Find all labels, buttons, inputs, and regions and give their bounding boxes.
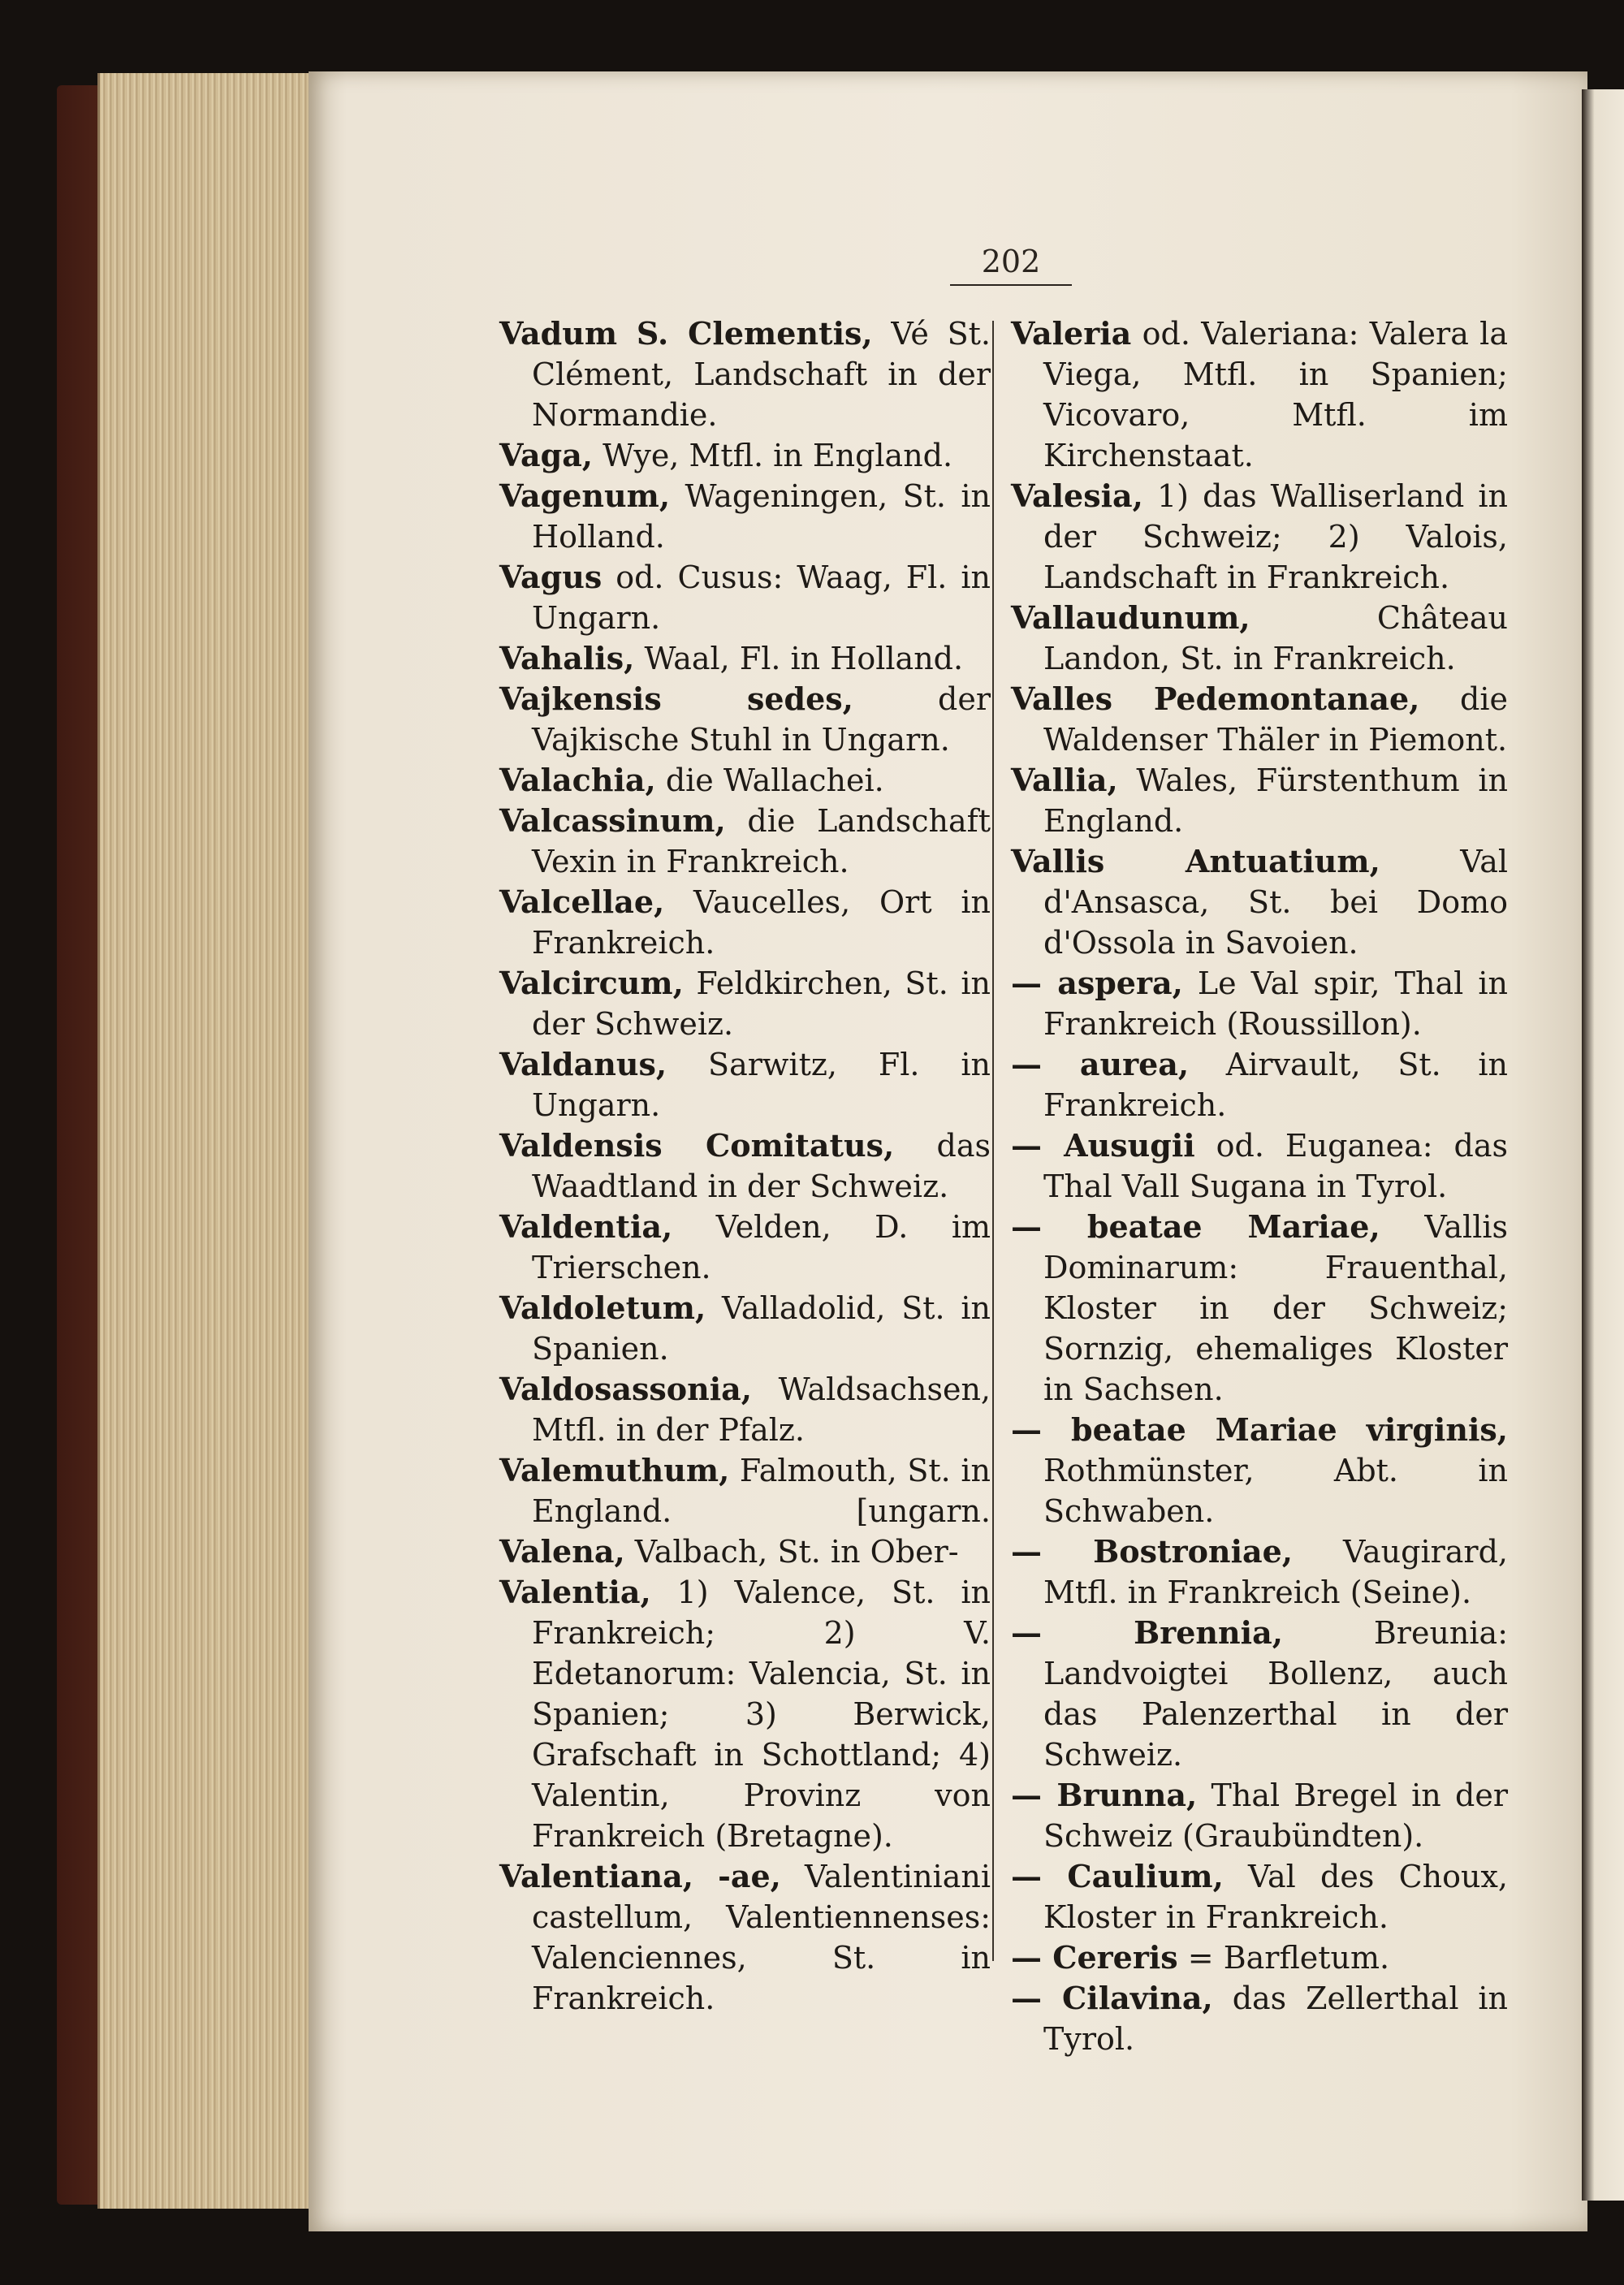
- entry-definition: der Vajkische Stuhl in Ungarn.: [532, 681, 991, 758]
- entry-definition: Le Val spir, Thal in Frankreich (Roussillon).: [1043, 965, 1508, 1042]
- dictionary-entry: [1011, 1978, 1508, 2059]
- dictionary-entry: [499, 801, 991, 882]
- entry-definition: Valladolid, St. in Spanien.: [532, 1290, 991, 1367]
- entry-definition: Airvault, St. in Frankreich.: [1043, 1047, 1509, 1123]
- entry-definition: Wye, Mtfl. in England.: [593, 438, 953, 473]
- entry-headword: Vallaudunum,: [1011, 599, 1250, 636]
- entry-headword: Valemuthum,: [499, 1452, 730, 1488]
- entry-definition: Thal Bregel in der Schweiz (Graubündten).: [1043, 1777, 1508, 1854]
- entry-headword: Valentia,: [499, 1574, 651, 1610]
- entry-headword: Valachia,: [499, 762, 656, 798]
- entry-definition: die Landschaft Vexin in Frankreich.: [532, 803, 991, 879]
- dictionary-entry: [1011, 313, 1508, 476]
- entry-headword: Vaga,: [499, 437, 594, 473]
- dictionary-entry: [499, 1288, 991, 1369]
- dictionary-entry: [1011, 1410, 1508, 1531]
- dictionary-entry: [1011, 1531, 1508, 1613]
- entry-continuation-note: [ungarn.: [856, 1493, 991, 1529]
- dictionary-entry: [499, 1207, 991, 1288]
- dictionary-entry: [1011, 1613, 1508, 1775]
- entry-headword: Valesia,: [1011, 477, 1143, 514]
- dictionary-entry: [1011, 476, 1508, 598]
- column-divider: [992, 321, 994, 1961]
- dictionary-entry: [499, 638, 991, 679]
- dictionary-entry: [1011, 679, 1508, 760]
- dictionary-entry: [499, 476, 991, 557]
- entry-definition: Wageningen, St. in Holland.: [532, 478, 991, 555]
- entry-definition: die Waldenser Thäler in Piemont.: [1043, 681, 1509, 758]
- entry-headword: — beatae Mariae,: [1011, 1208, 1380, 1245]
- entry-headword: — Ausugii: [1011, 1127, 1195, 1164]
- entry-headword: — Bostroniae,: [1011, 1533, 1294, 1570]
- entry-definition: Velden, D. im Trierschen.: [532, 1209, 991, 1285]
- entry-definition: Sarwitz, Fl. in Ungarn.: [532, 1047, 991, 1123]
- dictionary-entry: [499, 679, 991, 760]
- entry-definition: Waldsachsen, Mtfl. in der Pfalz.: [532, 1371, 991, 1448]
- entry-headword: — aspera,: [1011, 965, 1183, 1001]
- dictionary-entry: [499, 1125, 991, 1207]
- entry-headword: Valcircum,: [499, 965, 684, 1001]
- dictionary-entry: [499, 557, 991, 638]
- entry-headword: Valcellae,: [499, 883, 665, 920]
- entry-definition: Falmouth, St. in England.: [532, 1453, 991, 1529]
- entry-definition: das Waadtland in der Schweiz.: [532, 1128, 991, 1204]
- dictionary-entry: [1011, 1856, 1508, 1937]
- entry-headword: — aurea,: [1011, 1046, 1190, 1082]
- page-edges: [97, 73, 319, 2209]
- entry-definition: od. Valeriana: Valera la Viega, Mtfl. in Spanien; Vicovaro, Mtfl. im Kirchenstaat.: [1043, 316, 1508, 473]
- entry-definition: Vaugirard, Mtfl. in Frankreich (Seine).: [1043, 1534, 1508, 1610]
- entry-headword: — Caulium,: [1011, 1858, 1224, 1894]
- entry-definition: 1) das Walliserland in der Schweiz; 2) Valois, Landschaft in Frankreich.: [1043, 478, 1508, 595]
- entry-definition: Vallis Dominarum: Frauenthal, Kloster in der Schweiz; Sornzig, ehemaliges Kloster in Sachsen.: [1043, 1209, 1508, 1407]
- entry-headword: Vallia,: [1011, 762, 1118, 798]
- entry-definition: = Barfletum.: [1177, 1940, 1390, 1976]
- dictionary-entry: [1011, 963, 1508, 1044]
- entry-definition: Château Landon, St. in Frankreich.: [1043, 600, 1508, 676]
- entry-definition: Rothmünster, Abt. in Schwaben.: [1043, 1453, 1508, 1529]
- entry-headword: — beatae Mariae virginis,: [1011, 1411, 1508, 1448]
- dictionary-entry: [1011, 1775, 1508, 1856]
- entry-definition: od. Cusus: Waag, Fl. in Ungarn.: [532, 559, 991, 636]
- entry-headword: — Brunna,: [1011, 1777, 1198, 1813]
- entry-headword: Vagenum,: [499, 477, 671, 514]
- entry-headword: Valdensis Comitatus,: [499, 1127, 895, 1164]
- dictionary-entry: [499, 1572, 991, 1856]
- dictionary-entry: [1011, 760, 1508, 841]
- entry-definition: die Wallachei.: [655, 762, 884, 798]
- entry-definition: Waal, Fl. in Holland.: [634, 641, 964, 676]
- dictionary-entry: [499, 963, 991, 1044]
- entry-definition: Vé St. Clément, Landschaft in der Normandie.: [532, 316, 991, 433]
- entry-headword: Valeria: [1011, 315, 1132, 352]
- entry-definition: Valentiniani castellum, Valentiennenses: Valenciennes, St. in Frankreich.: [532, 1859, 991, 2016]
- entry-definition: Wales, Fürstenthum in England.: [1043, 762, 1508, 839]
- entry-headword: Valena,: [499, 1533, 625, 1570]
- entry-headword: Vagus: [499, 559, 603, 595]
- entry-headword: — Brennia,: [1011, 1614, 1283, 1651]
- entry-definition: Breunia: Landvoigtei Bollenz, auch das Palenzerthal in der Schweiz.: [1043, 1615, 1508, 1773]
- dictionary-entry: [499, 313, 991, 435]
- entry-definition: Vaucelles, Ort in Frankreich.: [532, 884, 991, 961]
- right-column: [1011, 313, 1508, 2059]
- entry-headword: — Cilavina,: [1011, 1980, 1213, 2016]
- entry-headword: Valdoletum,: [499, 1289, 706, 1326]
- entry-headword: Vallis Antuatium,: [1011, 843, 1380, 879]
- entry-headword: Valcassinum,: [499, 802, 726, 839]
- dictionary-entry: [499, 1044, 991, 1125]
- entry-headword: Vajkensis sedes,: [499, 680, 853, 717]
- dictionary-entry: [499, 1856, 991, 2019]
- entry-definition: Feldkirchen, St. in der Schweiz.: [532, 965, 991, 1042]
- entry-definition: Valbach, St. in Ober-: [624, 1534, 959, 1570]
- entry-definition: 1) Valence, St. in Frankreich; 2) V. Edetanorum: Valencia, St. in Spanien; 3) Berwick, Grafschaft in Schottland; 4) Valentin, Provinz von Frankreich (Bretagne).: [532, 1574, 991, 1854]
- entry-headword: Valdosassonia,: [499, 1371, 753, 1407]
- dictionary-entry: [499, 435, 991, 476]
- entry-definition: Val d'Ansasca, St. bei Domo d'Ossola in Savoien.: [1043, 844, 1509, 961]
- dictionary-entry: [1011, 1125, 1508, 1207]
- dictionary-entry: [1011, 1937, 1508, 1978]
- left-column: [499, 313, 991, 2019]
- facing-page-edge: [1582, 89, 1624, 2201]
- dictionary-entry: [1011, 1044, 1508, 1125]
- entry-headword: Vadum S. Clementis,: [499, 315, 873, 352]
- dictionary-entry: [1011, 598, 1508, 679]
- entry-headword: Valdentia,: [499, 1208, 673, 1245]
- dictionary-entry: [1011, 1207, 1508, 1410]
- page-number: 202: [950, 244, 1072, 286]
- dictionary-entry: [1011, 841, 1508, 963]
- dictionary-entry: [499, 760, 991, 801]
- entry-headword: Valentiana, -ae,: [499, 1858, 781, 1894]
- entry-definition: das Zellerthal in Tyrol.: [1043, 1980, 1509, 2057]
- entry-headword: Vahalis,: [499, 640, 635, 676]
- entry-definition: Val des Choux, Kloster in Frankreich.: [1043, 1859, 1508, 1935]
- dictionary-entry: [499, 1450, 991, 1531]
- dictionary-entry: [499, 1369, 991, 1450]
- entry-headword: — Cereris: [1011, 1939, 1178, 1976]
- entry-headword: Valles Pedemontanae,: [1011, 680, 1420, 717]
- entry-definition: od. Euganea: das Thal Vall Sugana in Tyrol.: [1043, 1128, 1508, 1204]
- dictionary-entry: [499, 882, 991, 963]
- dictionary-entry: [499, 1531, 991, 1572]
- entry-headword: Valdanus,: [499, 1046, 667, 1082]
